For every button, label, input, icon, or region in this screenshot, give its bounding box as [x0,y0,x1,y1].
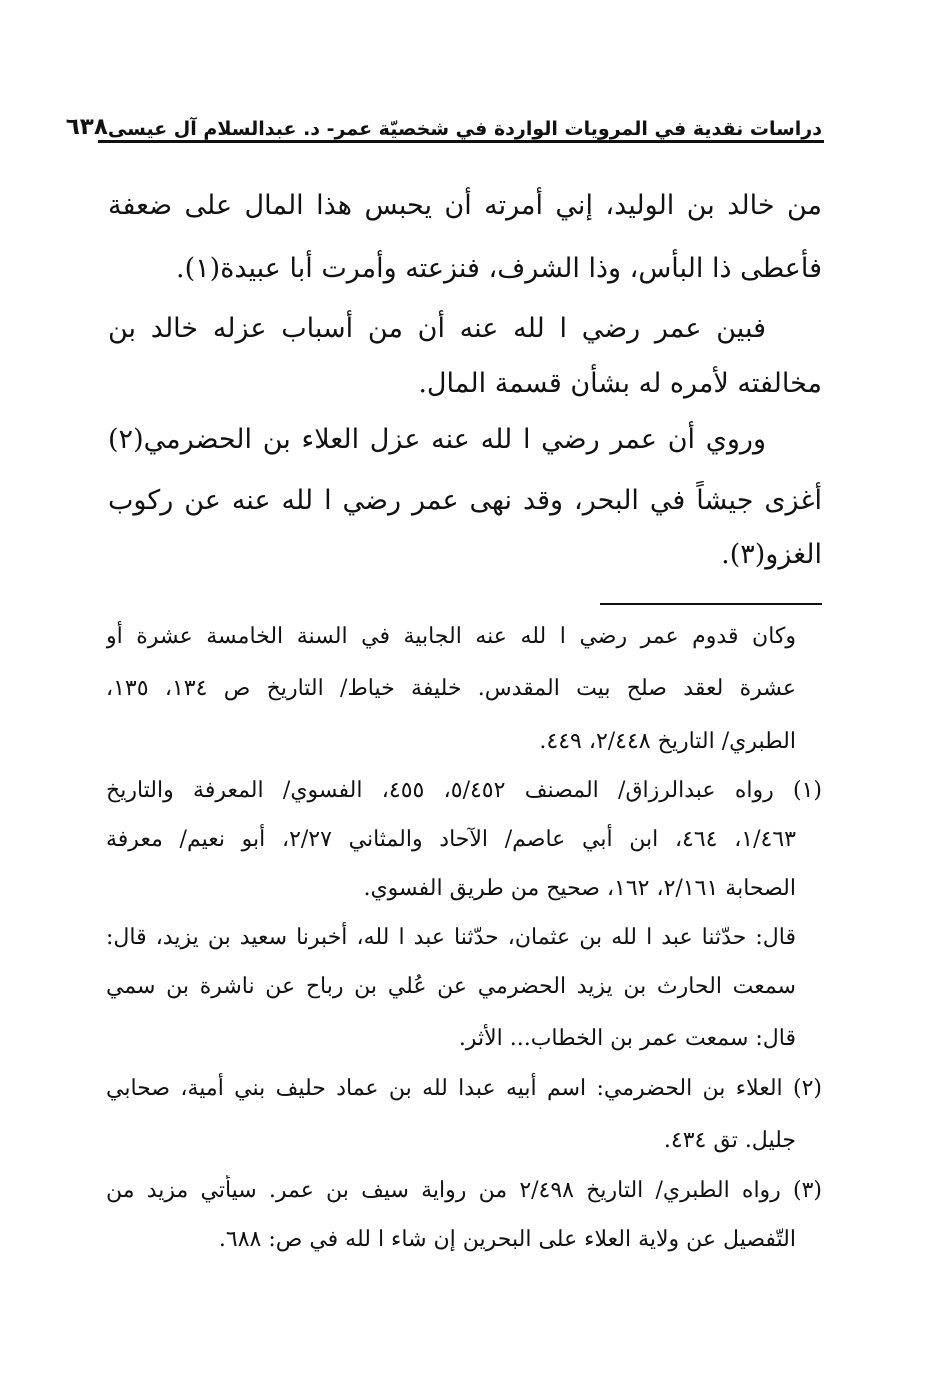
footnote-line: سمعت الحارث بن يزيد الحضرمي عن عُلي بن رباح عن ناشرة بن سمي [106,974,796,999]
body-line: مخالفته لأمره له بشأن قسمة المال. [418,368,822,399]
footnote-separator [600,603,822,605]
footnote-line: (٣) رواه الطبري/ التاريخ ٢/٤٩٨ من رواية سيف بن عمر. سيأتي مزيد من [106,1178,822,1203]
body-line: فبين عمر رضي ا لله عنه أن من أسباب عزله خالد بن [108,313,766,344]
footnote-line: وكان قدوم عمر رضي ا لله عنه الجابية في السنة الخامسة عشرة أو [106,624,796,649]
footnote-line: الطبري/ التاريخ ٢/٤٤٨، ٤٤٩. [539,729,796,754]
footnote-line: الصحابة ٢/١٦١، ١٦٢، صحيح من طريق الفسوي. [363,876,796,901]
body-line: أغزى جيشاً في البحر، وقد نهى عمر رضي ا لله عنه عن ركوب [108,485,822,516]
footnote-line: عشرة لعقد صلح بيت المقدس. خليفة خياط/ التاريخ ص ١٣٤، ١٣٥، [106,676,796,701]
body-line: الغزو(٣). [721,539,822,570]
body-line: فأعطى ذا البأس، وذا الشرف، فنزعته وأمرت أبا عبيدة(١). [176,253,822,284]
header-rule [98,140,824,143]
running-title: دراسات نقدية في المرويات الواردة في شخصيّة عمر- د. عبدالسلام آل عيسى [107,118,822,140]
body-line: من خالد بن الوليد، إني أمرته أن يحبس هذا المال على ضعفة [108,190,822,221]
footnote-line: (١) رواه عبدالرزاق/ المصنف ٥/٤٥٢، ٤٥٥، الفسوي/ المعرفة والتاريخ [106,778,822,803]
page-number: ٦٣٨ [65,114,108,140]
footnote-line: التّفصيل عن ولاية العلاء على البحرين إن شاء ا لله في ص: ٦٨٨. [218,1227,796,1252]
footnote-line: جليل. تق ٤٣٤. [663,1128,796,1153]
body-line: وروي أن عمر رضي ا لله عنه عزل العلاء بن الحضرمي(٢) [108,424,766,455]
footnote-line: قال: سمعت عمر بن الخطاب... الأثر. [458,1026,796,1051]
footnote-line: قال: حدّثنا عبد ا لله بن عثمان، حدّثنا عبد ا لله، أخبرنا سعيد بن يزيد، قال: [106,925,796,950]
footnote-line: ١/٤٦٣، ٤٦٤، ابن أبي عاصم/ الآحاد والمثاني ٢/٢٧، أبو نعيم/ معرفة [106,827,796,852]
page-header [65,104,822,140]
footnote-line: (٢) العلاء بن الحضرمي: اسم أبيه عبدا لله بن عماد حليف بني أمية، صحابي [106,1076,822,1101]
